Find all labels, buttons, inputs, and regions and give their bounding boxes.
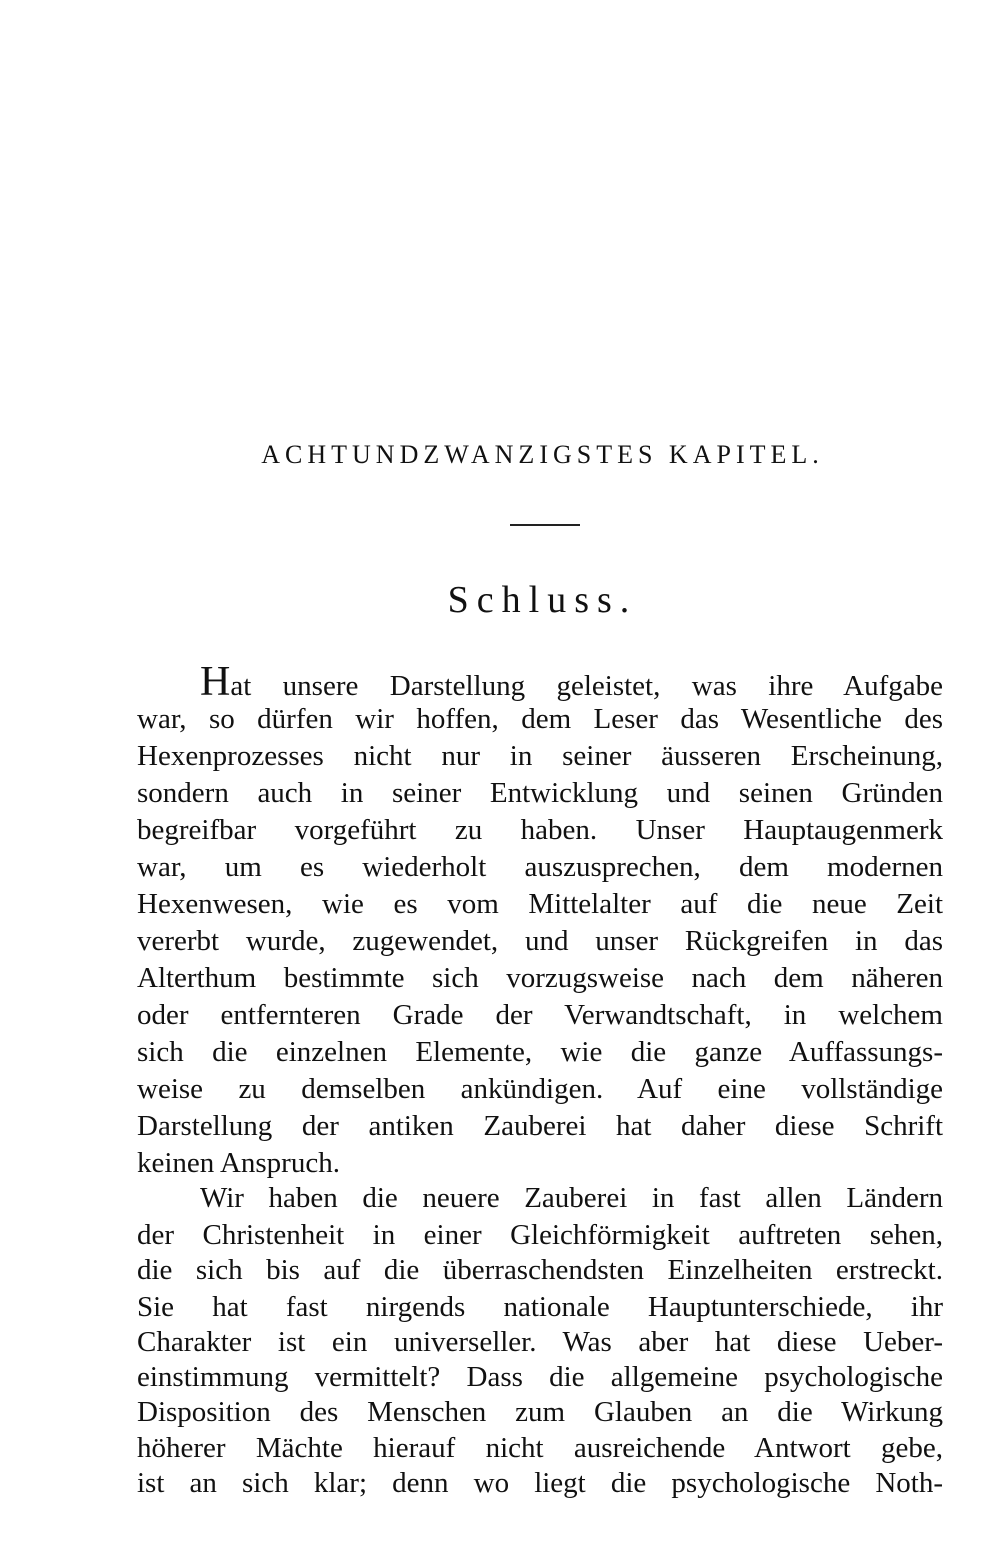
paragraph-line: Alterthum bestimmte sich vorzugsweise nach dem näheren (137, 962, 943, 994)
paragraph-line: war, so dürfen wir hoffen, dem Leser das Wesentliche des (137, 703, 943, 735)
paragraph-line: sich die einzelnen Elemente, wie die ganze Auffassungs- (137, 1036, 943, 1068)
paragraph-line: keinen Anspruch. (137, 1147, 340, 1179)
paragraph-line: der Christenheit in einer Gleichförmigkeit auftreten sehen, (137, 1219, 943, 1251)
paragraph-line: die sich bis auf die überraschendsten Einzelheiten erstreckt. (137, 1254, 943, 1286)
paragraph-line: sondern auch in seiner Entwicklung und seinen Gründen (137, 777, 943, 809)
chapter-heading: ACHTUNDZWANZIGSTES KAPITEL. (261, 440, 824, 469)
paragraph-line: Hexenwesen, wie es vom Mittelalter auf die neue Zeit (137, 888, 943, 920)
paragraph-line: Sie hat fast nirgends nationale Hauptunterschiede, ihr (137, 1291, 943, 1323)
paragraph-line: Darstellung der antiken Zauberei hat daher diese Schrift (137, 1110, 943, 1142)
paragraph-line: Charakter ist ein universeller. Was aber hat diese Ueber- (137, 1326, 943, 1358)
paragraph-line: vererbt wurde, zugewendet, und unser Rückgreifen in das (137, 925, 943, 957)
heading-divider (510, 524, 580, 526)
first-line-text: at unsere Darstellung geleistet, was ihre Aufgabe (230, 670, 943, 702)
drop-initial: H (200, 659, 231, 705)
paragraph-line: oder entfernteren Grade der Verwandtschaft, in welchem (137, 999, 943, 1031)
paragraph-line: weise zu demselben ankündigen. Auf eine vollständige (137, 1073, 943, 1105)
paragraph-line: Hexenprozesses nicht nur in seiner äusseren Erscheinung, (137, 740, 943, 772)
paragraph-line (200, 659, 943, 705)
paragraph-line: ist an sich klar; denn wo liegt die psychologische Noth- (137, 1467, 943, 1499)
chapter-title: Schluss. (447, 579, 638, 621)
paragraph-line: war, um es wiederholt auszusprechen, dem modernen (137, 851, 943, 883)
paragraph-line: höherer Mächte hierauf nicht ausreichende Antwort gebe, (137, 1432, 943, 1464)
paragraph-line: einstimmung vermittelt? Dass die allgemeine psychologische (137, 1361, 943, 1393)
paragraph-line: begreifbar vorgeführt zu haben. Unser Hauptaugenmerk (137, 814, 943, 846)
paragraph-line: Wir haben die neuere Zauberei in fast allen Ländern (200, 1182, 943, 1214)
paragraph-line: Disposition des Menschen zum Glauben an die Wirkung (137, 1396, 943, 1428)
